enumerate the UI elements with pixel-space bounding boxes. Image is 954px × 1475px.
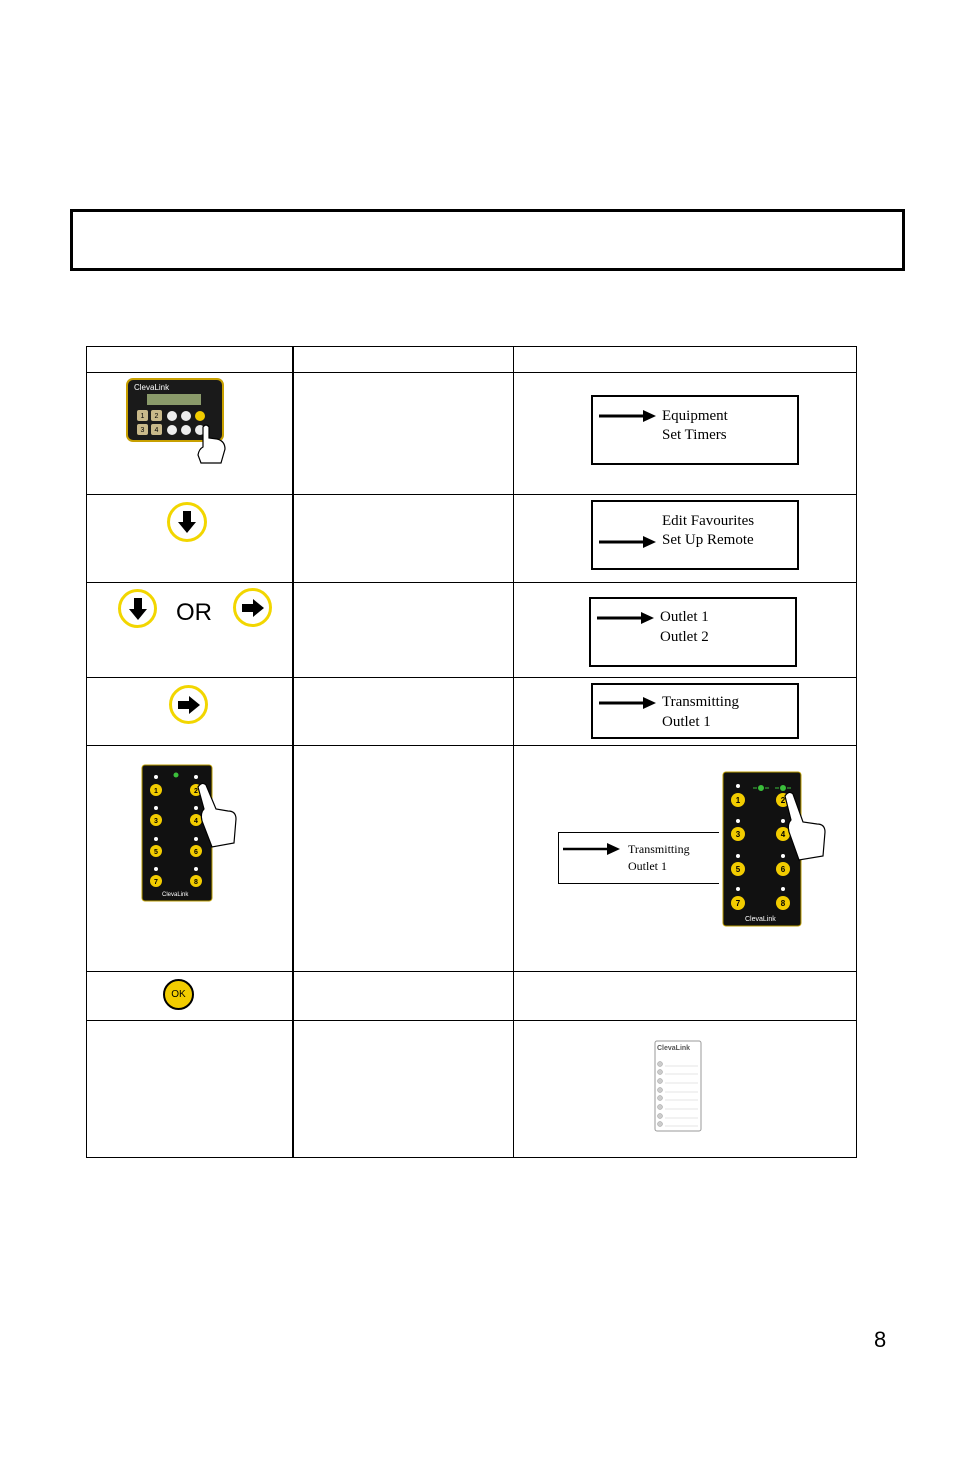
svg-text:6: 6 [780, 865, 786, 874]
pointer-arrow-icon [597, 612, 655, 624]
section-header-box [70, 209, 905, 271]
description-cell [293, 373, 514, 495]
lcd-display [591, 683, 799, 739]
header-cell-1 [87, 347, 293, 373]
svg-text:4: 4 [194, 818, 198, 825]
header-cell-2 [293, 347, 514, 373]
brand-logo-text: ClevaLink [134, 383, 170, 392]
pointer-arrow-icon [563, 843, 621, 855]
table-row [87, 495, 857, 583]
svg-text:4: 4 [780, 830, 786, 839]
pointer-arrow-icon [599, 536, 657, 548]
svg-text:ClevaLink: ClevaLink [657, 1045, 691, 1052]
table-row [87, 746, 857, 972]
svg-text:6: 6 [194, 849, 198, 856]
svg-text:1: 1 [735, 796, 741, 805]
lcd-line-2: Set Up Remote [662, 532, 754, 548]
or-label: OR [176, 599, 212, 626]
svg-text:3: 3 [140, 427, 145, 434]
lcd-line-1: Transmitting [662, 694, 739, 710]
pointer-arrow-icon [599, 697, 657, 709]
description-cell [293, 495, 514, 583]
lcd-display [591, 500, 799, 570]
description-cell [293, 1021, 514, 1158]
header-cell-3 [514, 347, 857, 373]
svg-text:2: 2 [154, 413, 159, 420]
table-row [87, 1021, 857, 1158]
pointer-arrow-icon [599, 410, 657, 422]
lcd-line-1: Edit Favourites [662, 513, 755, 529]
lcd-line-1: Transmitting [628, 842, 690, 856]
remote-button-2-press-icon [140, 763, 244, 905]
lcd-display [589, 597, 797, 667]
lcd-line-2: Outlet 1 [628, 859, 667, 873]
ok-button-icon: OK [163, 979, 194, 1010]
table-header-row [87, 347, 857, 373]
right-arrow-button-icon [169, 685, 208, 724]
screen-cell [514, 583, 857, 678]
svg-text:3: 3 [735, 830, 741, 839]
lcd-line-2: Set Timers [662, 427, 727, 443]
lcd-line-1: Equipment [662, 408, 728, 424]
action-cell [87, 583, 293, 678]
svg-text:1: 1 [154, 788, 158, 795]
table-row [87, 373, 857, 495]
svg-text:8: 8 [194, 879, 198, 886]
svg-text:8: 8 [780, 899, 786, 908]
svg-text:7: 7 [154, 879, 158, 886]
controller-ok-press-icon [125, 377, 235, 467]
screen-cell [514, 678, 857, 746]
screen-cell [514, 1021, 857, 1158]
svg-text:2: 2 [780, 796, 786, 805]
page-number: 8 [874, 1327, 887, 1352]
svg-text:ClevaLink: ClevaLink [162, 892, 189, 898]
description-cell [293, 583, 514, 678]
action-cell [87, 746, 293, 972]
remote-transmitting-icon [721, 770, 833, 930]
description-cell [293, 678, 514, 746]
svg-text:5: 5 [735, 865, 741, 874]
svg-text:1: 1 [140, 413, 145, 420]
lcd-line-2: Outlet 1 [662, 714, 711, 730]
svg-text:2: 2 [194, 788, 198, 795]
table-row [87, 678, 857, 746]
steps-table [86, 346, 857, 1158]
screen-cell [514, 373, 857, 495]
action-cell [87, 972, 293, 1021]
description-cell [293, 972, 514, 1021]
down-arrow-button-icon [167, 502, 207, 542]
svg-text:4: 4 [154, 427, 159, 434]
lcd-line-2: Outlet 2 [660, 629, 709, 645]
lcd-line-1: Outlet 1 [660, 609, 709, 625]
screen-cell [514, 972, 857, 1021]
screen-cell [514, 746, 857, 972]
action-cell [87, 1021, 293, 1158]
action-cell [87, 678, 293, 746]
table-row [87, 583, 857, 678]
svg-text:5: 5 [154, 849, 158, 856]
screen-cell [514, 495, 857, 583]
svg-text:ClevaLink: ClevaLink [745, 916, 776, 923]
svg-text:7: 7 [735, 899, 741, 908]
description-cell [293, 746, 514, 972]
down-arrow-button-icon [118, 589, 157, 628]
remote-label-card-icon [654, 1040, 704, 1134]
lcd-display-partial [558, 832, 719, 884]
lcd-display [591, 395, 799, 465]
action-cell [87, 373, 293, 495]
table-row [87, 972, 857, 1021]
action-cell [87, 495, 293, 583]
svg-text:3: 3 [154, 818, 158, 825]
right-arrow-button-icon [233, 588, 272, 627]
